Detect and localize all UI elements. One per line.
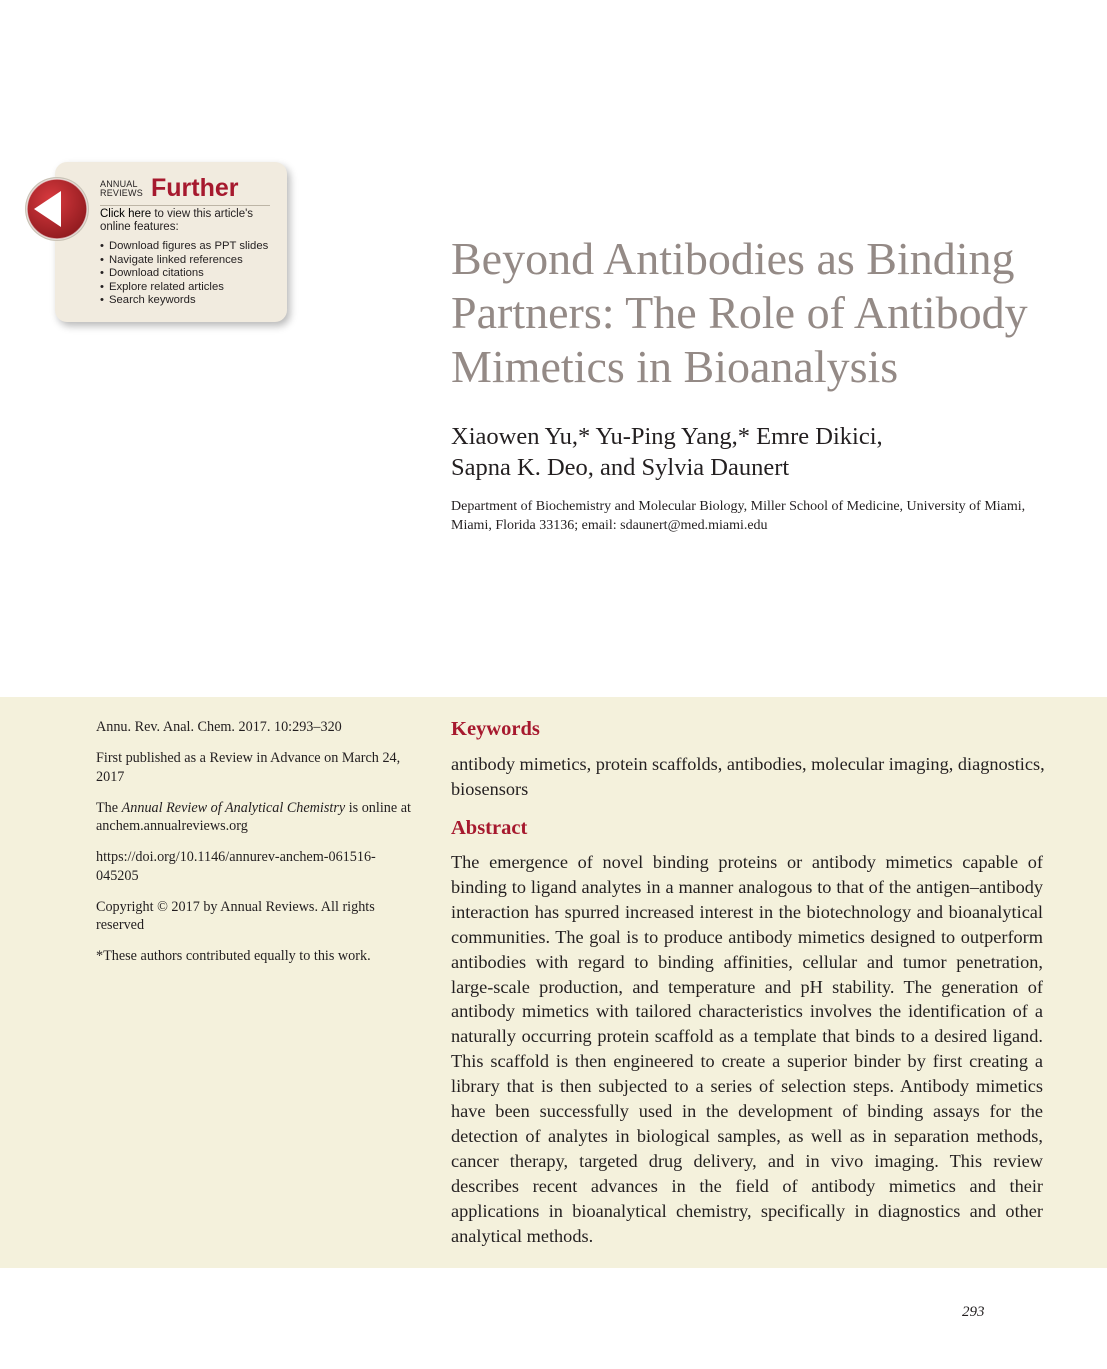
footnote: *These authors contributed equally to this work. (96, 948, 371, 964)
article-title: Beyond Antibodies as Binding Partners: The Role of Antibody Mimetics in Bioanalysis (451, 233, 1028, 392)
further-divider (100, 205, 270, 206)
citation: Annu. Rev. Anal. Chem. 2017. 10:293–320 (96, 719, 342, 735)
online-location: The Annual Review of Analytical Chemistry is online at anchem.annualreviews.org (96, 799, 411, 834)
copyright: Copyright © 2017 by Annual Reviews. All rights reserved (96, 898, 375, 933)
page-number: 293 (962, 1304, 985, 1320)
keywords-heading: Keywords (451, 718, 540, 740)
keywords-text: antibody mimetics, protein scaffolds, antibodies, molecular imaging, diagnostics, biosensors (451, 754, 1045, 799)
further-feature-list (100, 240, 268, 308)
first-published: First published as a Review in Advance on March 24, 2017 (96, 750, 401, 785)
further-click-text: Click here to view this article's online features: (100, 208, 254, 233)
doi-link[interactable]: https://doi.org/10.1146/annurev-anchem-061516-045205 (96, 849, 376, 884)
article-meta-column (96, 718, 416, 978)
authors-line: Sapna K. Deo, and Sylvia Daunert (451, 454, 790, 481)
click-here-link[interactable]: Click here (100, 208, 152, 220)
annual-reviews-logo: ANNUAL REVIEWS (100, 179, 143, 198)
author-list (451, 421, 1051, 483)
feature-item[interactable]: • Search keywords (100, 294, 268, 308)
further-label: Further (151, 174, 239, 202)
feature-item[interactable]: • Download figures as PPT slides (100, 240, 268, 254)
abstract-text: The emergence of novel binding proteins or antibody mimetics capable of binding to ligand analytes in a manner analogous to that of the antigen–antibody interaction has spurred increased interest in the biotechnology and bioanalytical communities. The goal is to produce antibody mimetics designed to outperform antibodies with regard to binding affinities, cellular and tumor penetration, large-scale production, and temperature and pH stability. The generation of antibody mimetics with tailored characteristics involves the identification of a naturally occurring protein scaffold as a template that binds to a desired ligand. This scaffold is then engineered to create a superior binder by first creating a library that is then subjected to a series of selection steps. Antibody mimetics have been successfully used in the development of binding assays for the detection of analytes in biological samples, as well as in separation methods, cancer therapy, targeted drug delivery, and in vivo imaging. This review describes recent advances in the field of antibody mimetics and their applications in bioanalytical chemistry, specifically in diagnostics and other analytical methods. (451, 852, 1043, 1246)
feature-item[interactable]: • Explore related articles (100, 281, 268, 295)
back-arrow-icon[interactable] (24, 176, 90, 242)
authors-line: Xiaowen Yu,* Yu-Ping Yang,* Emre Dikici, (451, 423, 883, 450)
feature-item[interactable]: • Navigate linked references (100, 254, 268, 268)
affiliation: Department of Biochemistry and Molecular Biology, Miller School of Medicine, University of Miami, Miami, Florida 33136; email: sdaunert@med.miami.edu (451, 499, 1026, 533)
abstract-heading: Abstract (451, 817, 528, 839)
journal-name: Annual Review of Analytical Chemistry (121, 799, 346, 816)
feature-item[interactable]: • Download citations (100, 267, 268, 281)
